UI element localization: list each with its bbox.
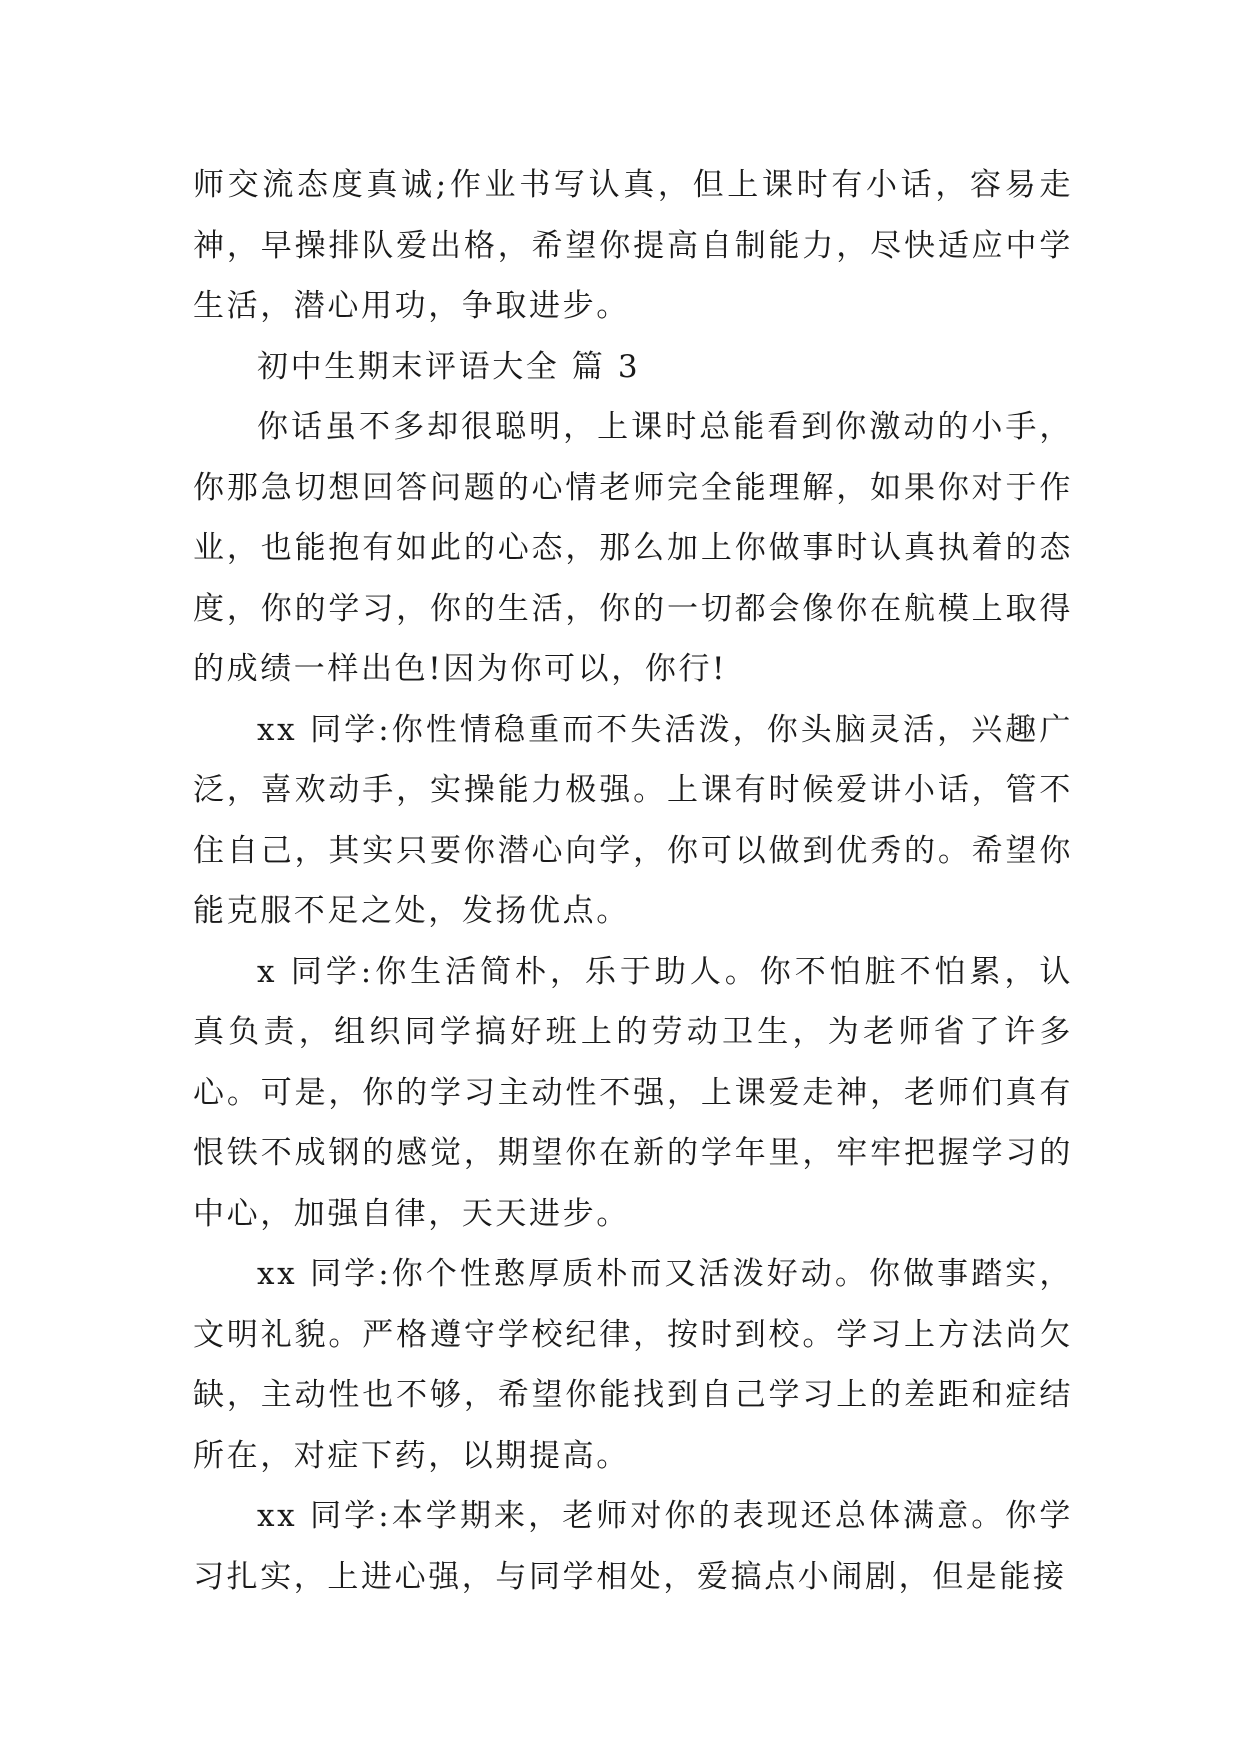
paragraph-2: xx 同学:你性情稳重而不失活泼，你头脑灵活，兴趣广泛，喜欢动手，实操能力极强。上课有时候爱讲小话，管不住自己，其实只要你潜心向学，你可以做到优秀的。希望你能克服不足之处，发扬优点。: [193, 711, 1073, 929]
paragraph-5: xx 同学:本学期来，老师对你的表现还总体满意。你学习扎实，上进心强，与同学相处，爱搞点小闹剧，但是能接: [193, 1498, 1073, 1595]
paragraph-4: xx 同学:你个性憨厚质朴而又活泼好动。你做事踏实，文明礼貌。严格遵守学校纪律，按时到校。学习上方法尚欠缺，主动性也不够，希望你能找到自己学习上的差距和症结所在，对症下药，以期提高。: [193, 1256, 1073, 1474]
section-heading: 初中生期末评语大全 篇 3: [257, 348, 641, 385]
paragraph-continued: 师交流态度真诚;作业书写认真，但上课时有小话，容易走神，早操排队爱出格，希望你提高自制能力，尽快适应中学生活，潜心用功，争取进步。: [193, 167, 1073, 324]
document-body: [193, 155, 1073, 1607]
paragraph-1: 你话虽不多却很聪明，上课时总能看到你激动的小手，你那急切想回答问题的心情老师完全能理解，如果你对于作业，也能抱有如此的心态，那么加上你做事时认真执着的态度，你的学习，你的生活，你的一切都会像你在航模上取得的成绩一样出色!因为你可以，你行!: [193, 409, 1073, 687]
paragraph-3: x 同学:你生活简朴，乐于助人。你不怕脏不怕累，认真负责，组织同学搞好班上的劳动卫生，为老师省了许多心。可是，你的学习主动性不强，上课爱走神，老师们真有恨铁不成钢的感觉，期望你在新的学年里，牢牢把握学习的中心，加强自律，天天进步。: [193, 953, 1073, 1232]
